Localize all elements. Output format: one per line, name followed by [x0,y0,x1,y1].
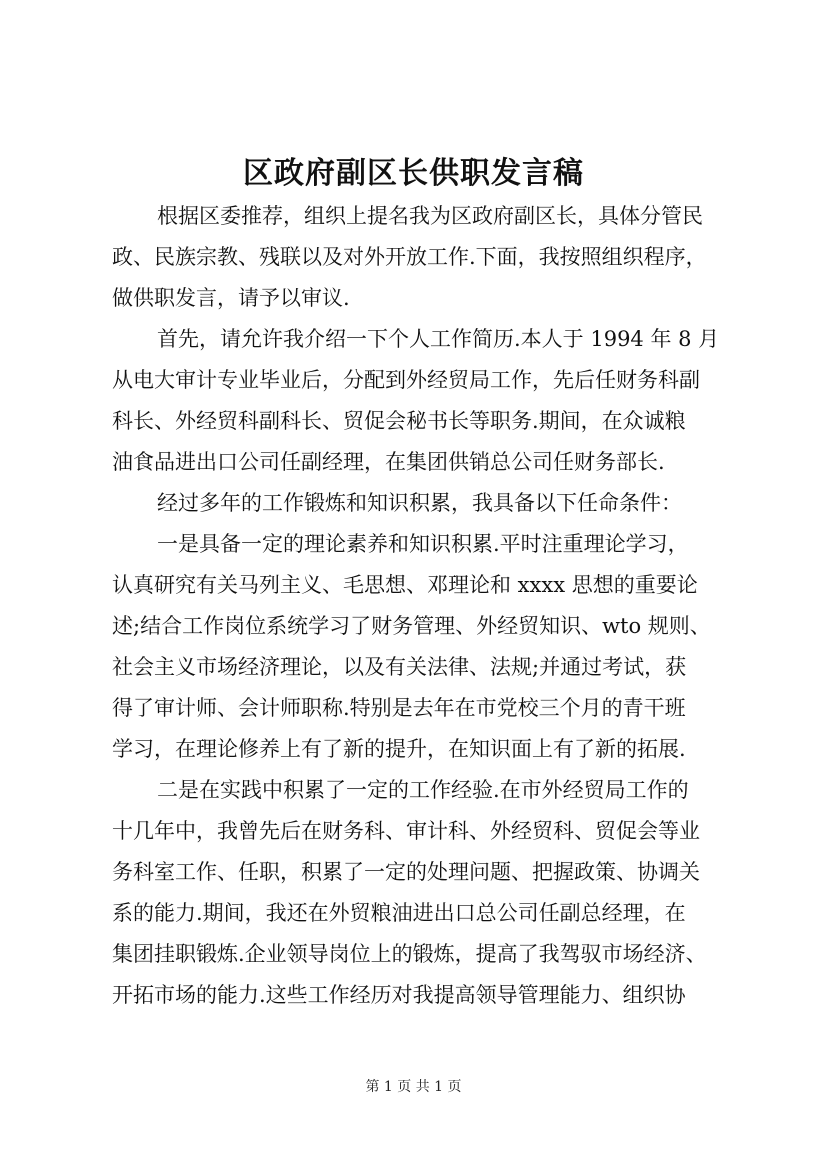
body-line: 政、民族宗教、残联以及对外开放工作.下面，我按照组织程序， [112,245,707,269]
document-title: 区政府副区长供职发言稿 [243,156,584,191]
body-line: 集团挂职锻炼.企业领导岗位上的锻炼，提高了我驾驭市场经济、 [112,942,707,966]
body-line: 根据区委推荐，组织上提名我为区政府副区长，具体分管民 [157,204,703,228]
body-line: 做供职发言，请予以审议. [112,286,350,310]
body-line: 学习，在理论修养上有了新的提升，在知识面上有了新的拓展. [112,737,686,761]
body-line: 首先，请允许我介绍一下个人工作简历.本人于 1994 年 8 月 [157,327,720,351]
body-line: 一是具备一定的理论素养和知识积累.平时注重理论学习， [157,532,689,556]
body-line: 务科室工作、任职，积累了一定的处理问题、把握政策、协调关 [112,860,700,884]
body-line: 得了审计师、会计师职称.特别是去年在市党校三个月的青干班 [112,696,686,720]
body-line: 十几年中，我曾先后在财务科、审计科、外经贸科、贸促会等业 [112,819,700,843]
body-line: 社会主义市场经济理论，以及有关法律、法规;并通过考试，获 [112,655,687,679]
body-line: 从电大审计专业毕业后，分配到外经贸局工作，先后任财务科副 [112,368,700,392]
body-line: 开拓市场的能力.这些工作经历对我提高领导管理能力、组织协 [112,983,686,1007]
body-line: 经过多年的工作锻炼和知识积累，我具备以下任命条件： [157,491,682,515]
body-line: 系的能力.期间，我还在外贸粮油进出口总公司任副总经理，在 [112,901,686,925]
body-line: 述;结合工作岗位系统学习了财务管理、外经贸知识、wto 规则、 [112,614,711,638]
page-number: 第 1 页 共 1 页 [365,1079,462,1095]
body-line: 认真研究有关马列主义、毛思想、邓理论和 xxxx 思想的重要论 [112,573,698,597]
body-line: 二是在实践中积累了一定的工作经验.在市外经贸局工作的 [157,778,689,802]
body-line: 科长、外经贸科副科长、贸促会秘书长等职务.期间，在众诚粮 [112,409,686,433]
body-line: 油食品进出口公司任副经理，在集团供销总公司任财务部长. [112,450,665,474]
